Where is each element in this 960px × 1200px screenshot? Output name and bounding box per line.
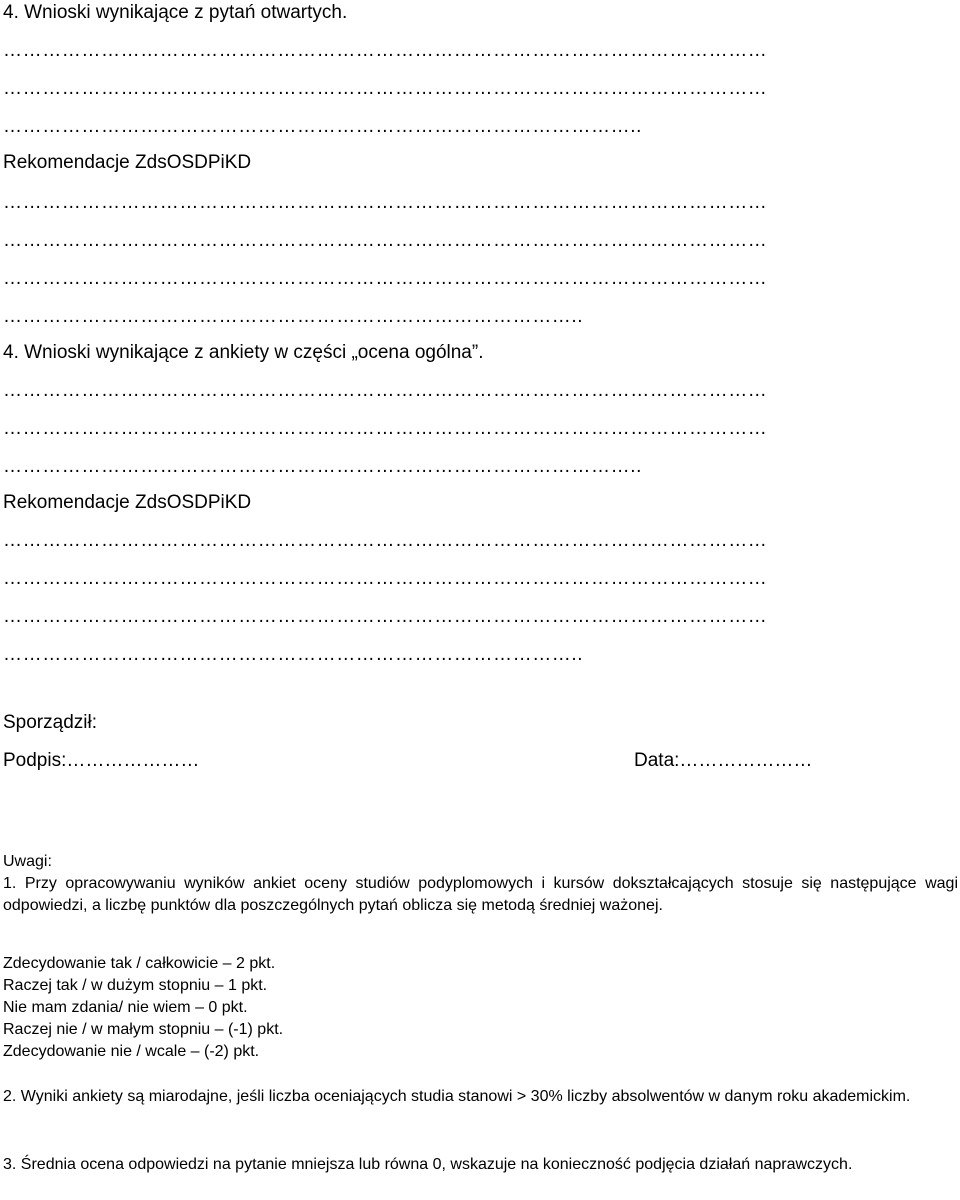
weight-item: Zdecydowanie tak / całkowicie – 2 pkt. bbox=[3, 955, 276, 972]
weight-item: Raczej nie / w małym stopniu – (-1) pkt. bbox=[3, 1021, 284, 1038]
dotted-line: ……………………………………………………………………………………………………… bbox=[3, 230, 768, 251]
notes-heading: Uwagi: bbox=[3, 853, 52, 870]
note-item-1: 1. Przy opracowywaniu wyników ankiet oceny studiów podyplomowych i kursów dokształcających stosuje się następujące wagi odpowiedzi, a liczbę punktów dla poszczególnych pytań oblicza się metodą średniej ważonej. bbox=[3, 875, 958, 914]
recommendations-heading: Rekomendacje ZdsOSDPiKD bbox=[3, 152, 252, 173]
signature-field: Podpis:………………… bbox=[3, 750, 200, 771]
weight-item: Nie mam zdania/ nie wiem – 0 pkt. bbox=[3, 999, 248, 1016]
section-heading-general-assessment: 4. Wnioski wynikające z ankiety w części „ocena ogólna”. bbox=[3, 342, 484, 363]
dotted-line: ……………………………………………………………………………………………………… bbox=[3, 568, 768, 589]
dotted-line: …………………………………………………………………………….. bbox=[3, 644, 584, 665]
weight-item: Raczej tak / w dużym stopniu – 1 pkt. bbox=[3, 977, 268, 994]
dotted-line: ……………………………………………………………………………………………………… bbox=[3, 606, 768, 627]
weight-item: Zdecydowanie nie / wcale – (-2) pkt. bbox=[3, 1043, 260, 1060]
dotted-line: …………………………………………………………………………………….. bbox=[3, 456, 642, 477]
dotted-line: …………………………………………………………………………….. bbox=[3, 306, 584, 327]
recommendations-heading: Rekomendacje ZdsOSDPiKD bbox=[3, 492, 252, 513]
note-item-2: 2. Wyniki ankiety są miarodajne, jeśli liczba oceniających studia stanowi > 30% liczby absolwentów w danym roku akademickim. bbox=[3, 1088, 911, 1105]
section-heading-open-questions: 4. Wnioski wynikające z pytań otwartych. bbox=[3, 2, 348, 23]
dotted-line: ……………………………………………………………………………………………………… bbox=[3, 78, 768, 99]
dotted-line: ……………………………………………………………………………………………………… bbox=[3, 192, 768, 213]
dotted-line: ……………………………………………………………………………………………………… bbox=[3, 40, 768, 61]
note-item-3: 3. Średnia ocena odpowiedzi na pytanie mniejsza lub równa 0, wskazuje na konieczność podjęcia działań naprawczych. bbox=[3, 1156, 853, 1173]
dotted-line: ……………………………………………………………………………………………………… bbox=[3, 530, 768, 551]
dotted-line: ……………………………………………………………………………………………………… bbox=[3, 418, 768, 439]
dotted-line: …………………………………………………………………………………….. bbox=[3, 116, 642, 137]
prepared-by-label: Sporządził: bbox=[3, 712, 97, 733]
date-field: Data:………………… bbox=[634, 750, 813, 771]
dotted-line: ……………………………………………………………………………………………………… bbox=[3, 380, 768, 401]
dotted-line: ……………………………………………………………………………………………………… bbox=[3, 268, 768, 289]
